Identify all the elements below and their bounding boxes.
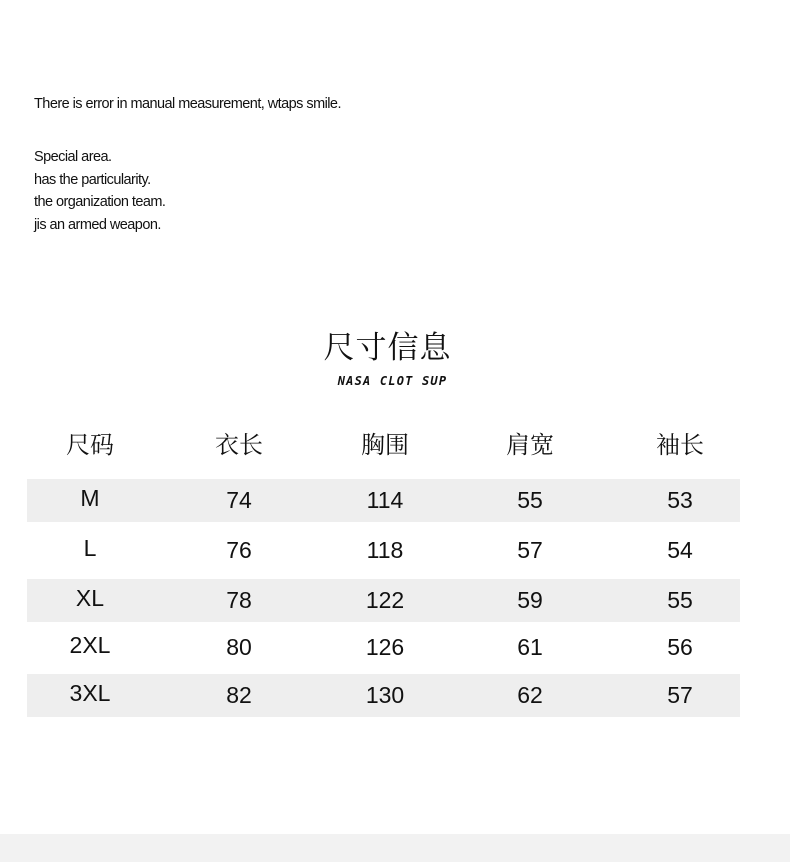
cell-sleeve: 55: [667, 587, 693, 613]
description-line: has the particularity.: [34, 171, 151, 188]
table-row: [27, 479, 740, 522]
cell-length: 82: [226, 682, 252, 708]
table-row: [27, 579, 740, 622]
header-sleeve: 袖长: [656, 431, 704, 459]
cell-shoulder: 61: [517, 634, 543, 660]
cell-shoulder: 55: [517, 487, 543, 513]
cell-length: 78: [226, 587, 252, 613]
cell-length: 76: [226, 537, 252, 563]
header-chest: 胸围: [361, 431, 409, 459]
description-block: [34, 146, 165, 236]
description-line: jis an armed weapon.: [34, 216, 161, 233]
cell-chest: 126: [365, 634, 405, 660]
bottom-divider-band: [0, 834, 790, 862]
header-shoulder: 肩宽: [506, 431, 554, 459]
cell-chest: 130: [365, 682, 405, 708]
brand-subtitle: NASA CLOT SUP: [337, 374, 448, 388]
cell-length: 74: [226, 487, 252, 513]
cell-size: L: [83, 535, 97, 561]
table-header-row: [27, 424, 740, 467]
table-row: [27, 529, 740, 572]
cell-shoulder: 57: [517, 537, 543, 563]
cell-chest: 122: [365, 587, 405, 613]
cell-sleeve: 54: [667, 537, 693, 563]
cell-chest: 114: [366, 487, 404, 513]
cell-size: 3XL: [69, 680, 111, 706]
header-length: 衣长: [215, 431, 263, 459]
cell-size: 2XL: [69, 632, 111, 658]
measurement-note: There is error in manual measurement, wtaps smile.: [34, 96, 341, 112]
cell-shoulder: 62: [517, 682, 543, 708]
size-info-title: 尺寸信息: [323, 330, 452, 366]
cell-sleeve: 53: [667, 487, 693, 513]
cell-sleeve: 57: [667, 682, 693, 708]
cell-shoulder: 59: [517, 587, 543, 613]
table-row: [27, 626, 740, 669]
cell-sleeve: 56: [667, 634, 693, 660]
cell-size: XL: [75, 585, 105, 611]
cell-size: M: [80, 485, 100, 511]
cell-length: 80: [226, 634, 252, 660]
description-line: Special area.: [34, 149, 112, 165]
header-size: 尺码: [66, 431, 114, 459]
table-row: [27, 674, 740, 717]
cell-chest: 118: [366, 537, 404, 563]
description-line: the organization team.: [34, 194, 166, 210]
